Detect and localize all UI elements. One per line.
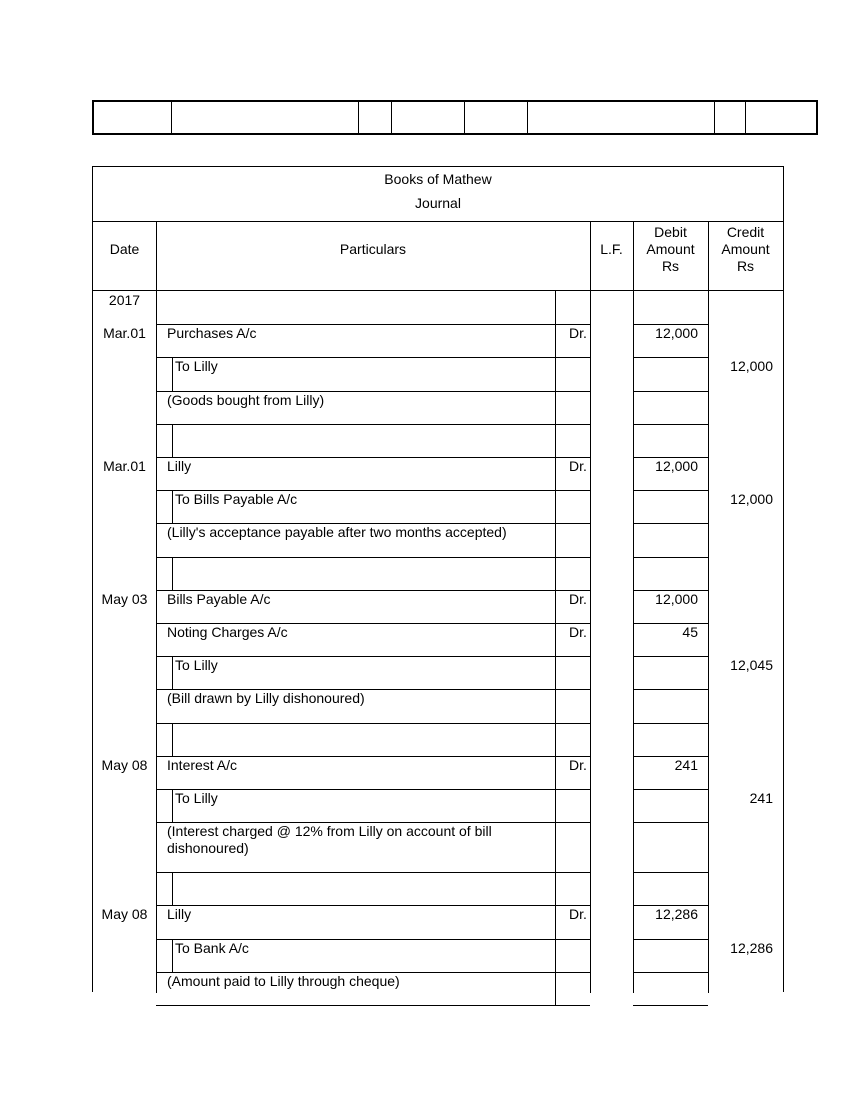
row-debit-amount: 12,286 bbox=[655, 906, 698, 923]
journal-table bbox=[92, 166, 784, 992]
row-divider bbox=[633, 972, 708, 973]
row-date: May 08 bbox=[101, 756, 148, 773]
column-divider bbox=[590, 221, 591, 993]
row-credit-amount: 12,045 bbox=[730, 657, 773, 674]
row-particulars: (Lilly's acceptance payable after two months accepted) bbox=[167, 524, 507, 541]
row-particulars: (Interest charged @ 12% from Lilly on account of bill dishonoured) bbox=[167, 823, 492, 857]
dr-column-divider bbox=[555, 939, 556, 972]
row-particulars: Lilly bbox=[167, 458, 192, 474]
column-header-credit-3: Rs bbox=[736, 258, 755, 274]
row-credit-amount: 12,286 bbox=[730, 939, 773, 956]
indent-marker bbox=[172, 723, 173, 756]
indent-marker bbox=[172, 357, 173, 390]
row-particulars: To Bills Payable A/c bbox=[175, 491, 298, 508]
row-dr-marker: Dr. bbox=[569, 756, 587, 773]
journal-subtitle: Journal bbox=[415, 195, 461, 211]
row-date: May 03 bbox=[101, 590, 148, 607]
dr-column-divider bbox=[555, 689, 556, 722]
column-header-debit-2: Amount bbox=[646, 241, 695, 257]
dr-column-divider bbox=[555, 872, 556, 905]
dr-column-divider bbox=[555, 391, 556, 424]
column-header-particulars: Particulars bbox=[339, 241, 407, 257]
row-divider bbox=[633, 557, 708, 558]
header-strip-cell bbox=[171, 102, 359, 133]
row-divider bbox=[633, 689, 708, 690]
dr-column-divider bbox=[555, 291, 556, 324]
row-particulars: Lilly bbox=[167, 906, 192, 923]
dr-column-divider bbox=[555, 457, 556, 490]
column-header-lf: L.F. bbox=[600, 241, 623, 257]
dr-column-divider bbox=[555, 789, 556, 822]
row-particulars: To Lilly bbox=[175, 358, 218, 375]
indent-marker bbox=[172, 490, 173, 523]
header-strip-cell bbox=[714, 102, 746, 133]
row-divider bbox=[633, 357, 708, 358]
row-debit-amount: 12,000 bbox=[655, 590, 698, 607]
row-divider bbox=[156, 1005, 590, 1006]
header-strip-cell bbox=[94, 102, 172, 133]
dr-column-divider bbox=[555, 656, 556, 689]
row-particulars: Interest A/c bbox=[167, 756, 238, 773]
row-divider bbox=[633, 723, 708, 724]
row-date: 2017 bbox=[108, 292, 141, 308]
row-divider bbox=[633, 490, 708, 491]
indent-marker bbox=[172, 872, 173, 905]
dr-column-divider bbox=[555, 756, 556, 789]
row-particulars: Purchases A/c bbox=[167, 325, 257, 342]
indent-marker bbox=[172, 557, 173, 590]
row-dr-marker: Dr. bbox=[569, 458, 587, 474]
row-particulars: To Lilly bbox=[175, 657, 218, 674]
row-debit-amount: 241 bbox=[674, 756, 698, 773]
row-divider bbox=[156, 723, 590, 724]
row-debit-amount: 12,000 bbox=[655, 325, 698, 342]
row-dr-marker: Dr. bbox=[569, 624, 587, 640]
dr-column-divider bbox=[555, 523, 556, 556]
row-particulars: Bills Payable A/c bbox=[167, 590, 271, 607]
row-particulars: To Bank A/c bbox=[175, 939, 249, 956]
row-debit-amount: 45 bbox=[682, 624, 698, 640]
row-divider bbox=[633, 1005, 708, 1006]
row-debit-amount: 12,000 bbox=[655, 458, 698, 474]
dr-column-divider bbox=[555, 822, 556, 872]
column-header-date: Date bbox=[109, 241, 140, 257]
column-header-debit-3: Rs bbox=[661, 258, 680, 274]
column-header-debit-1: Debit bbox=[654, 224, 687, 240]
row-particulars: To Lilly bbox=[175, 790, 218, 806]
dr-column-divider bbox=[555, 424, 556, 457]
row-particulars: (Amount paid to Lilly through cheque) bbox=[167, 972, 400, 989]
row-divider bbox=[156, 872, 590, 873]
row-divider bbox=[156, 557, 590, 558]
dr-column-divider bbox=[555, 590, 556, 623]
book-title: Books of Mathew bbox=[384, 171, 492, 187]
title-divider bbox=[93, 221, 783, 222]
header-strip-cell bbox=[464, 102, 528, 133]
row-date: Mar.01 bbox=[103, 458, 146, 474]
row-divider bbox=[633, 872, 708, 873]
row-particulars: (Goods bought from Lilly) bbox=[167, 391, 325, 408]
column-header-credit-1: Credit bbox=[726, 224, 765, 240]
row-credit-amount: 12,000 bbox=[730, 491, 773, 508]
row-date: May 08 bbox=[101, 906, 148, 923]
row-divider bbox=[633, 789, 708, 790]
dr-column-divider bbox=[555, 490, 556, 523]
header-strip bbox=[92, 100, 818, 135]
row-divider bbox=[633, 822, 708, 823]
column-divider bbox=[708, 221, 709, 993]
dr-column-divider bbox=[555, 623, 556, 656]
indent-marker bbox=[172, 656, 173, 689]
row-particulars: (Bill drawn by Lilly dishonoured) bbox=[167, 690, 365, 707]
header-strip-cell bbox=[391, 102, 465, 133]
row-dr-marker: Dr. bbox=[569, 590, 587, 607]
row-divider bbox=[633, 656, 708, 657]
column-divider bbox=[156, 221, 157, 993]
row-divider bbox=[633, 424, 708, 425]
indent-marker bbox=[172, 939, 173, 972]
indent-marker bbox=[172, 789, 173, 822]
row-credit-amount: 241 bbox=[749, 790, 773, 806]
column-header-credit-2: Amount bbox=[721, 241, 770, 257]
row-divider bbox=[633, 523, 708, 524]
header-divider bbox=[93, 290, 783, 291]
dr-column-divider bbox=[555, 905, 556, 938]
dr-column-divider bbox=[555, 972, 556, 1005]
row-credit-amount: 12,000 bbox=[730, 358, 773, 375]
dr-column-divider bbox=[555, 723, 556, 756]
dr-column-divider bbox=[555, 324, 556, 357]
header-strip-cell bbox=[358, 102, 392, 133]
dr-column-divider bbox=[555, 557, 556, 590]
row-date: Mar.01 bbox=[103, 325, 146, 342]
dr-column-divider bbox=[555, 357, 556, 390]
row-divider bbox=[633, 391, 708, 392]
header-strip-cell bbox=[527, 102, 715, 133]
row-particulars: Noting Charges A/c bbox=[167, 624, 288, 640]
indent-marker bbox=[172, 424, 173, 457]
row-dr-marker: Dr. bbox=[569, 325, 587, 342]
row-divider bbox=[156, 424, 590, 425]
row-dr-marker: Dr. bbox=[569, 906, 587, 923]
row-divider bbox=[633, 939, 708, 940]
